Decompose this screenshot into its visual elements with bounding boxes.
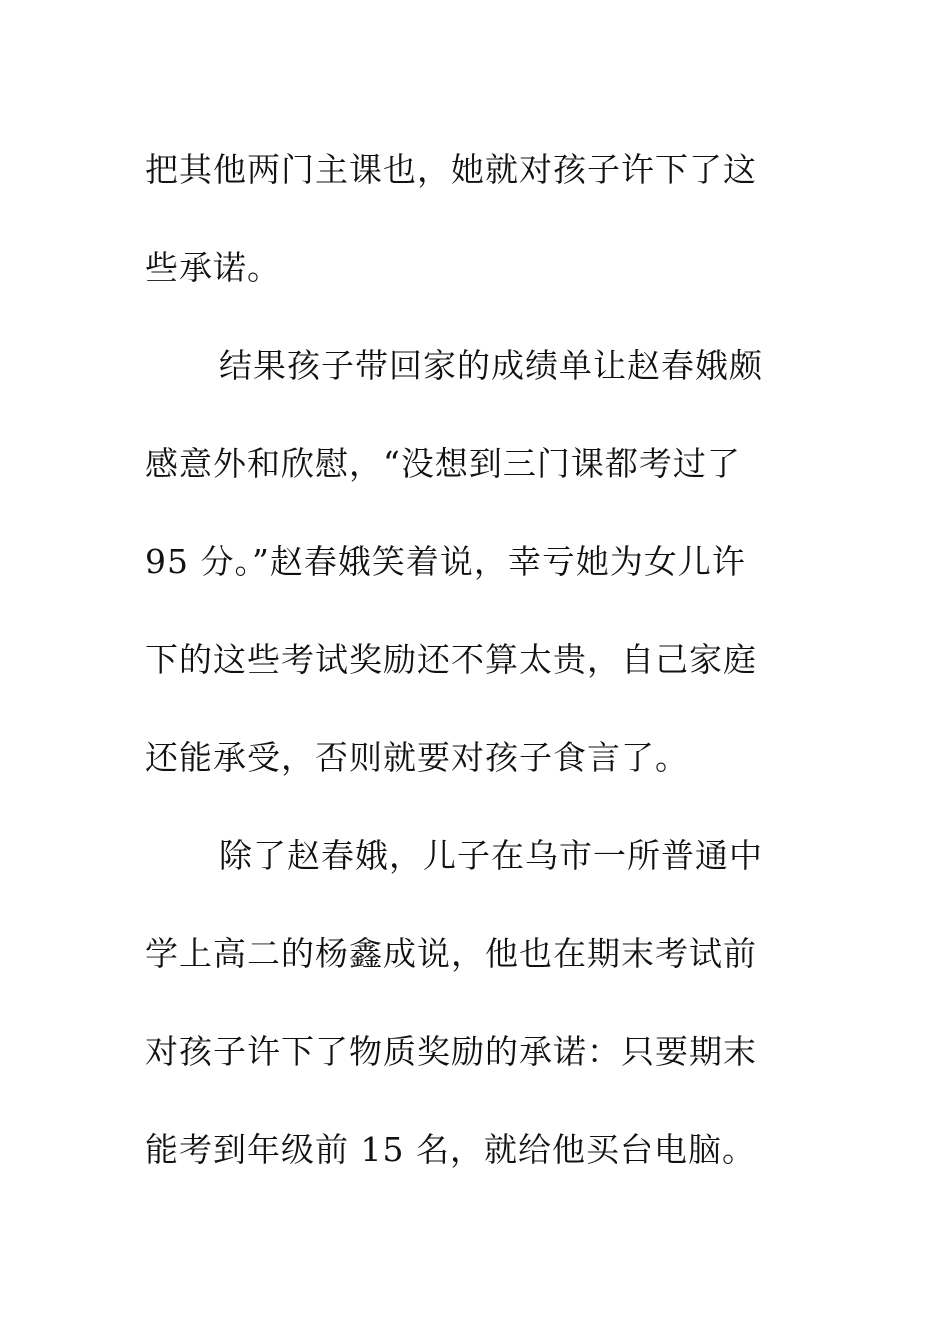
text-line-1: 把其他两门主课也，她就对孩子许下了这 [145, 150, 757, 189]
text-line-3: 结果孩子带回家的成绩单让赵春娥颇 [219, 346, 763, 385]
text-line-10: 对孩子许下了物质奖励的承诺：只要期末 [145, 1032, 757, 1071]
text-line-11: 能考到年级前 15 名，就给他买台电脑。 [145, 1130, 756, 1169]
body-text [145, 121, 809, 1199]
text-line-8: 除了赵春娥，儿子在乌市一所普通中 [219, 836, 763, 875]
text-line-6: 下的这些考试奖励还不算太贵，自己家庭 [145, 640, 757, 679]
text-line-4: 感意外和欣慰，“没想到三门课都考过了 [145, 444, 741, 483]
text-line-5: 95 分。”赵春娥笑着说，幸亏她为女儿许 [145, 542, 746, 581]
text-line-7: 还能承受，否则就要对孩子食言了。 [145, 738, 689, 777]
text-line-2: 些承诺。 [145, 248, 281, 287]
text-line-9: 学上高二的杨鑫成说，他也在期末考试前 [145, 934, 757, 973]
